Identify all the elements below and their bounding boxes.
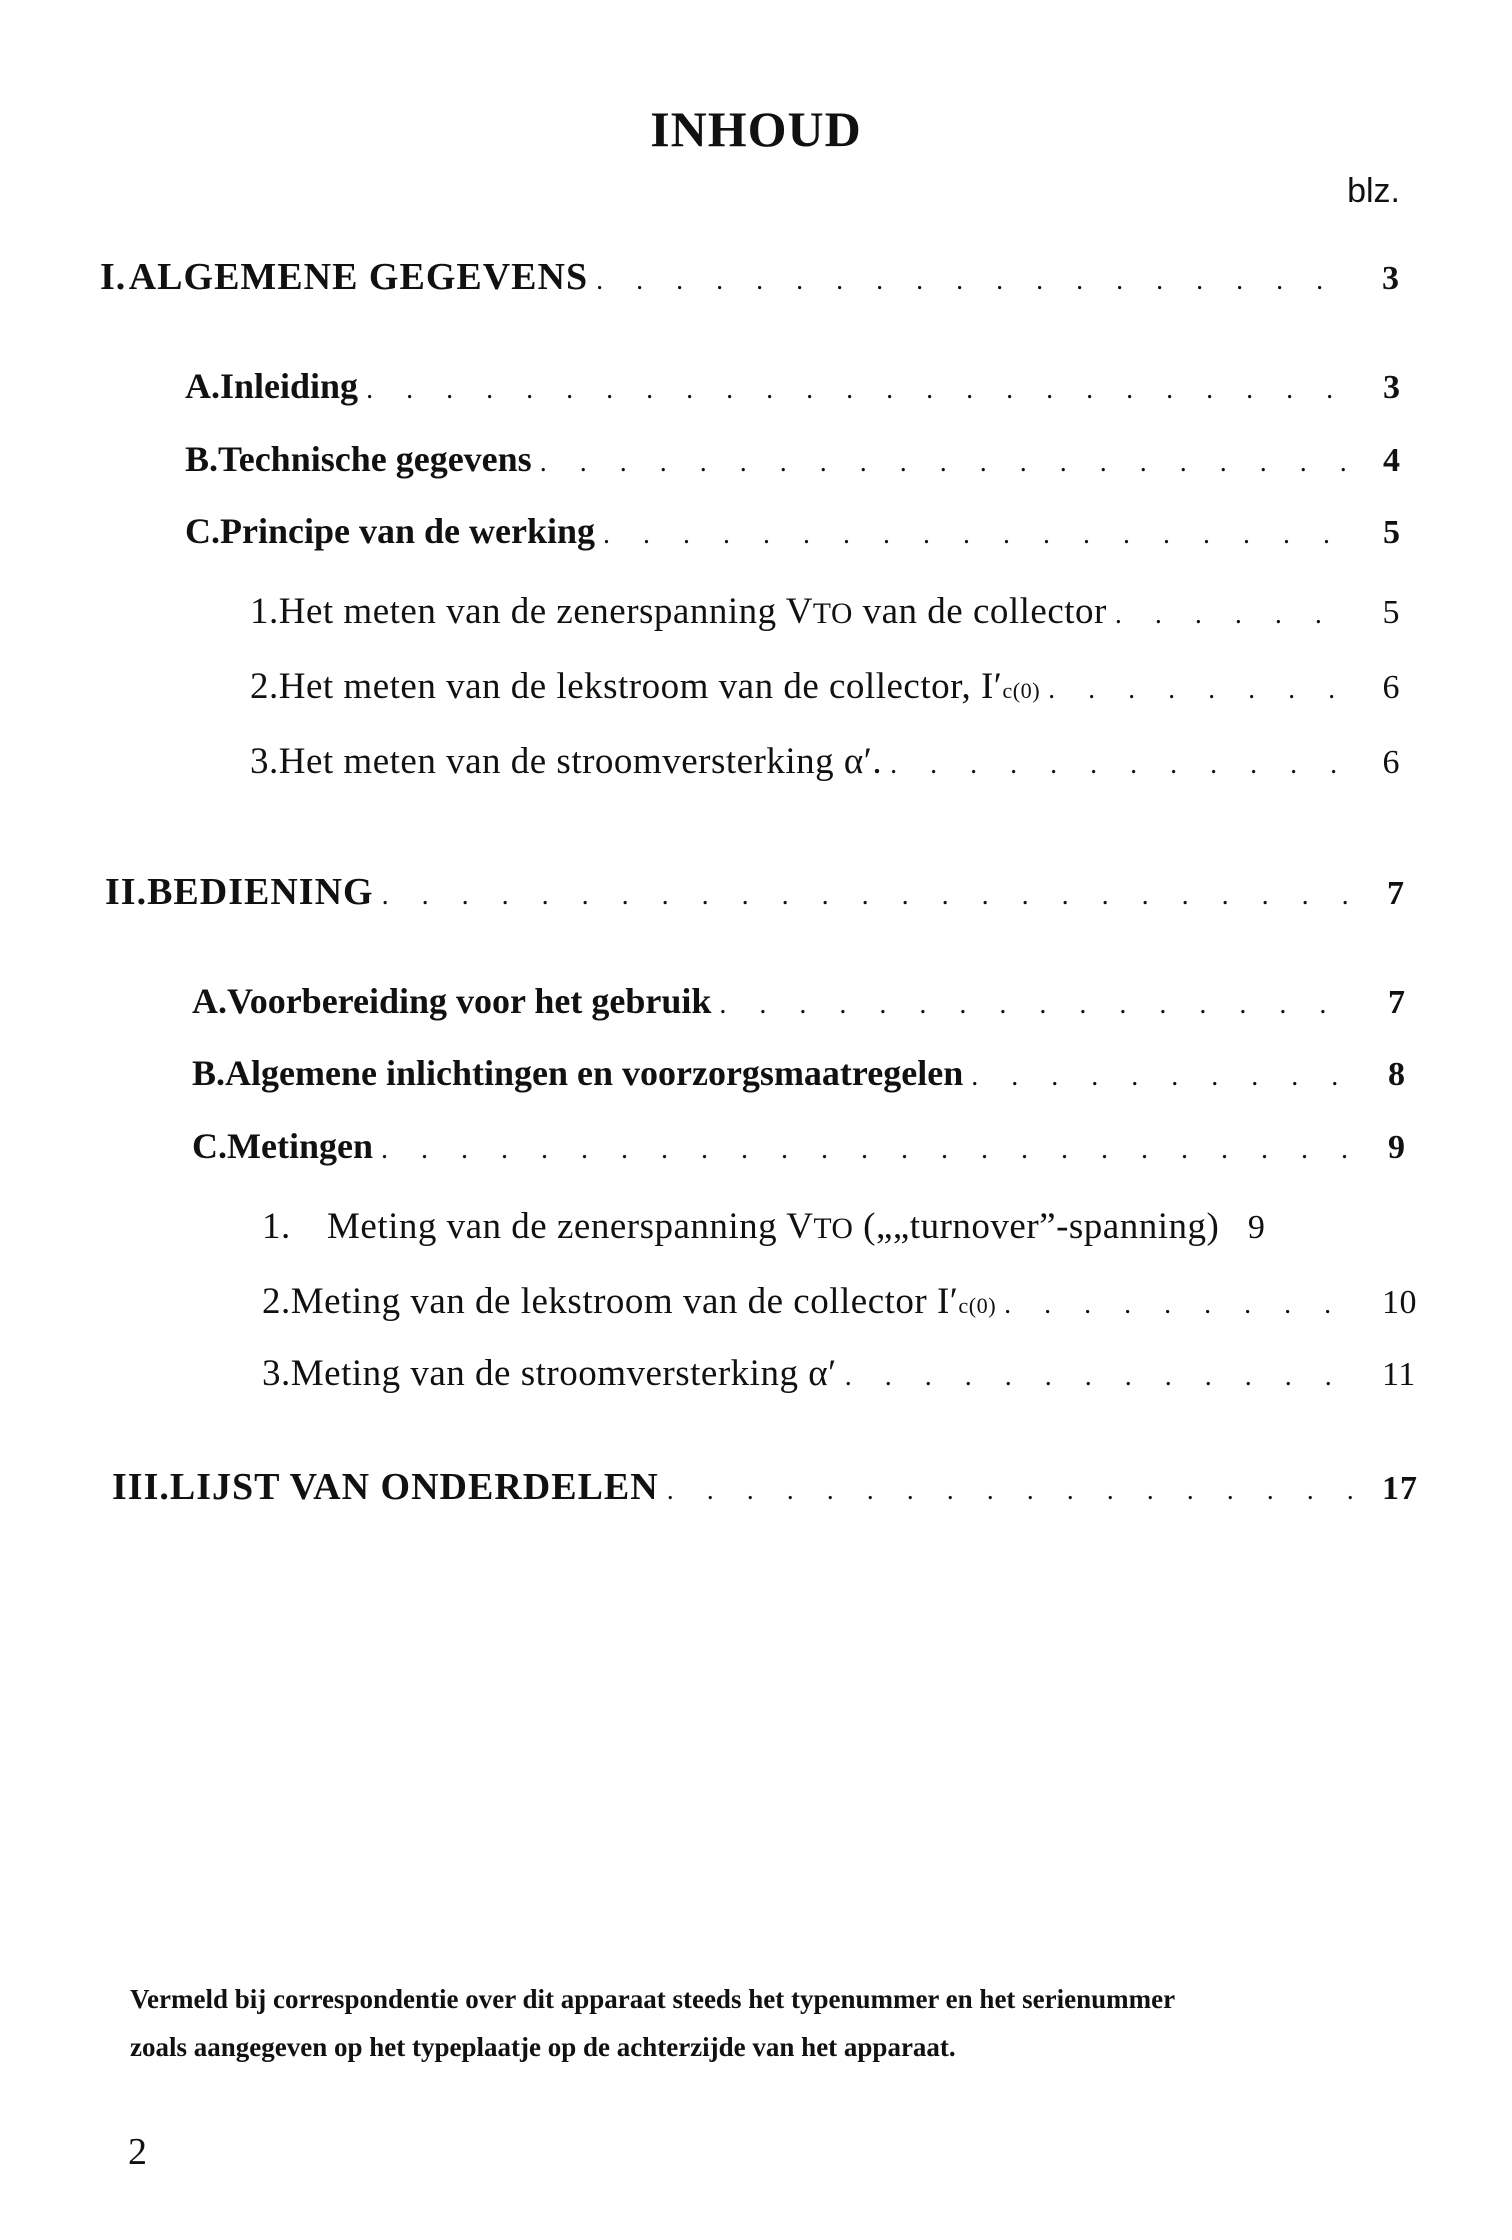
toc-label: ALGEMENE GEGEVENS: [128, 256, 589, 298]
toc-page-number: 10: [1382, 1284, 1417, 1321]
toc-number: I.: [100, 256, 127, 298]
toc-leader: [596, 265, 1346, 297]
toc-label: Meting van de lekstroom van de collector I′c(0): [290, 1281, 997, 1322]
toc-label: Het meten van de lekstroom van de collector, I′c(0): [278, 666, 1041, 707]
page-title: INHOUD: [650, 101, 862, 157]
toc-number: B.: [185, 439, 219, 479]
toc-label: LIJST VAN ONDERDELEN: [169, 1466, 659, 1508]
toc-section-1: [100, 255, 1400, 305]
toc-number: A.: [192, 981, 227, 1021]
toc-page-number: 7: [1387, 875, 1405, 912]
toc-label: Technische gegevens: [218, 439, 532, 479]
toc-subsection-1a: [185, 365, 1400, 415]
toc-number: III.: [112, 1466, 170, 1508]
toc-label: Het meten van de stroomversterking α′.: [278, 741, 883, 782]
toc-number: II.: [105, 871, 148, 913]
toc-page-number: 6: [1382, 669, 1400, 706]
toc-leader: [667, 1475, 1358, 1507]
toc-number: 1.: [262, 1206, 291, 1247]
toc-number: C.: [185, 511, 220, 551]
toc-leader: [382, 880, 1351, 912]
toc-item-2c2: [262, 1280, 1417, 1330]
toc-number: B.: [192, 1053, 226, 1093]
toc-page-number: 3: [1382, 260, 1400, 297]
toc-number: 1.: [250, 591, 279, 632]
toc-section-2: [105, 870, 1405, 920]
toc-item-1c3: [250, 740, 1400, 790]
toc-item-1c2: [250, 665, 1400, 715]
toc-page-number: 11: [1382, 1356, 1416, 1393]
toc-leader: [1115, 599, 1346, 631]
toc-item-1c1: [250, 590, 1400, 640]
toc-leader: [366, 374, 1346, 406]
toc-label: Voorbereiding voor het gebruik: [227, 981, 712, 1021]
page-column-label: blz.: [1347, 172, 1400, 210]
toc-number: 2.: [262, 1281, 291, 1322]
footnote-line: Vermeld bij correspondentie over dit apparaat steeds het typenummer en het serienummer: [130, 1984, 1176, 2014]
toc-label: Meting van de zenerspanning VTO („„turnover”-spanning): [327, 1206, 1220, 1247]
toc-page-number: 17: [1382, 1470, 1418, 1507]
toc-subsection-1b: [185, 438, 1400, 488]
toc-label: Metingen: [227, 1126, 373, 1166]
toc-subsection-2c: [192, 1125, 1405, 1175]
toc-label: Principe van de werking: [220, 511, 595, 551]
toc-page-number: 5: [1383, 514, 1400, 551]
toc-leader: [1048, 674, 1346, 706]
toc-page-number: 9: [1247, 1209, 1266, 1246]
toc-number: C.: [192, 1126, 227, 1166]
toc-page-number: 5: [1382, 594, 1400, 631]
toc-leader: [540, 447, 1346, 479]
toc-leader: [603, 519, 1346, 551]
toc-page-number: 4: [1383, 442, 1400, 479]
toc-label: Inleiding: [220, 366, 359, 406]
toc-leader: [719, 989, 1351, 1021]
toc-number: A.: [185, 366, 220, 406]
toc-subsection-2a: [192, 980, 1405, 1030]
toc-leader: [845, 1361, 1358, 1393]
toc-page-number: 3: [1383, 369, 1400, 406]
toc-page-number: 9: [1388, 1129, 1405, 1166]
toc-label: Meting van de stroomversterking α′: [290, 1353, 837, 1394]
toc-item-2c1: [262, 1205, 1410, 1255]
toc-page-number: 7: [1388, 984, 1405, 1021]
toc-page-number: 8: [1388, 1056, 1405, 1093]
toc-page-number: 6: [1382, 744, 1400, 781]
toc-section-3: [112, 1465, 1418, 1515]
toc-label: Het meten van de zenerspanning VTO van de collector: [278, 591, 1107, 632]
page-number: 2: [128, 2131, 147, 2173]
toc-leader: [381, 1134, 1351, 1166]
toc-number: 3.: [250, 741, 279, 782]
footnote-line: zoals aangegeven op het typeplaatje op de achterzijde van het apparaat.: [130, 2032, 956, 2062]
footnote: [130, 1975, 1430, 2071]
toc-number: 2.: [250, 666, 279, 707]
toc-number: 3.: [262, 1353, 291, 1394]
toc-subsection-2b: [192, 1052, 1405, 1102]
toc-leader: [890, 749, 1346, 781]
toc-leader: [1004, 1289, 1358, 1321]
toc-item-2c3: [262, 1352, 1416, 1402]
toc-label: BEDIENING: [147, 871, 374, 913]
toc-subsection-1c: [185, 510, 1400, 560]
toc-label: Algemene inlichtingen en voorzorgsmaatregelen: [225, 1053, 964, 1093]
toc-leader: [971, 1061, 1351, 1093]
